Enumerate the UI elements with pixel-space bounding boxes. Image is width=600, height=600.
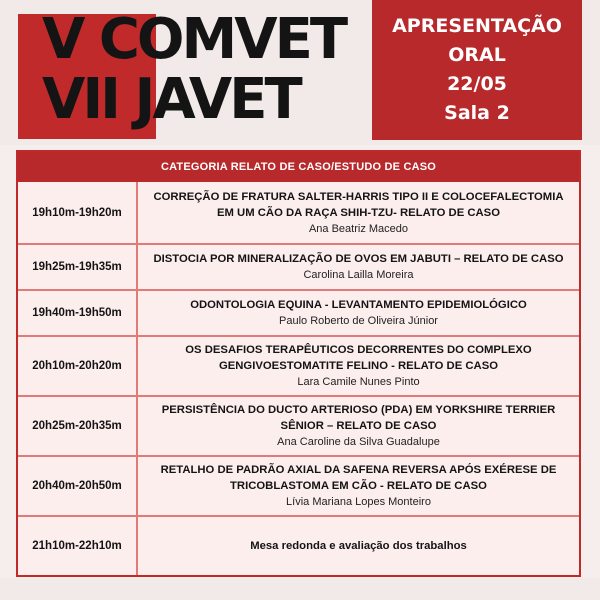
- row-author: Carolina Lailla Moreira: [303, 269, 414, 281]
- schedule-header: CATEGORIA RELATO DE CASO/ESTUDO DE CASO: [18, 152, 579, 182]
- schedule-table: [16, 150, 581, 577]
- row-detail: [138, 397, 579, 455]
- row-time: 20h40m-20h50m: [18, 457, 138, 515]
- row-author: Ana Caroline da Silva Guadalupe: [277, 436, 440, 448]
- row-title: ODONTOLOGIA EQUINA - LEVANTAMENTO EPIDEMIOLÓGICO: [190, 299, 527, 311]
- row-detail: [138, 457, 579, 515]
- row-title: CORREÇÃO DE FRATURA SALTER-HARRIS TIPO II E COLOCEFALECTOMIA EM UM CÃO DA RAÇA SHIH-TZU- RELATO DE CASO: [153, 190, 564, 219]
- table-row: [18, 289, 579, 335]
- info-line-2: ORAL: [448, 44, 506, 66]
- row-time: 19h25m-19h35m: [18, 245, 138, 289]
- logo-line-2: VII JAVET: [42, 67, 300, 132]
- row-time: 20h25m-20h35m: [18, 397, 138, 455]
- info-line-1: APRESENTAÇÃO: [392, 15, 562, 37]
- table-row: [18, 395, 579, 455]
- row-detail: [138, 337, 579, 395]
- table-row: [18, 515, 579, 575]
- row-title: OS DESAFIOS TERAPÊUTICOS DECORRENTES DO COMPLEXO GENGIVOESTOMATITE FELINO - RELATO DE CASO: [185, 344, 532, 372]
- row-title: PERSISTÊNCIA DO DUCTO ARTERIOSO (PDA) EM YORKSHIRE TERRIER SÊNIOR – RELATO DE CASO: [161, 404, 556, 432]
- row-author: Ana Beatriz Macedo: [308, 222, 409, 235]
- logo-line-1: V COMVET: [42, 7, 346, 72]
- row-time: 19h40m-19h50m: [18, 291, 138, 335]
- row-title: DISTOCIA POR MINERALIZAÇÃO DE OVOS EM JABUTI – RELATO DE CASO: [153, 253, 564, 265]
- info-room: Sala 2: [444, 102, 510, 124]
- row-title: RETALHO DE PADRÃO AXIAL DA SAFENA REVERSA APÓS EXÉRESE DE TRICOBLASTOMA EM CÃO - RELATO DE CASO: [160, 464, 557, 492]
- bottom-band: [0, 578, 600, 600]
- row-detail: [138, 182, 579, 243]
- row-detail: [138, 245, 579, 289]
- row-title: Mesa redonda e avaliação dos trabalhos: [250, 540, 467, 552]
- table-row: [18, 455, 579, 515]
- presentation-info-box: [372, 0, 582, 140]
- row-author: Lívia Mariana Lopes Monteiro: [286, 496, 431, 508]
- row-author: Paulo Roberto de Oliveira Júnior: [279, 315, 438, 327]
- row-time: 21h10m-22h10m: [18, 517, 138, 575]
- row-detail: [138, 517, 579, 575]
- row-time: 19h10m-19h20m: [18, 182, 138, 243]
- info-date: 22/05: [447, 73, 507, 95]
- row-detail: [138, 291, 579, 335]
- table-row: [18, 243, 579, 289]
- table-row: [18, 182, 579, 243]
- row-time: 20h10m-20h20m: [18, 337, 138, 395]
- row-author: Lara Camile Nunes Pinto: [297, 376, 420, 388]
- event-logo: [42, 7, 372, 132]
- table-row: [18, 335, 579, 395]
